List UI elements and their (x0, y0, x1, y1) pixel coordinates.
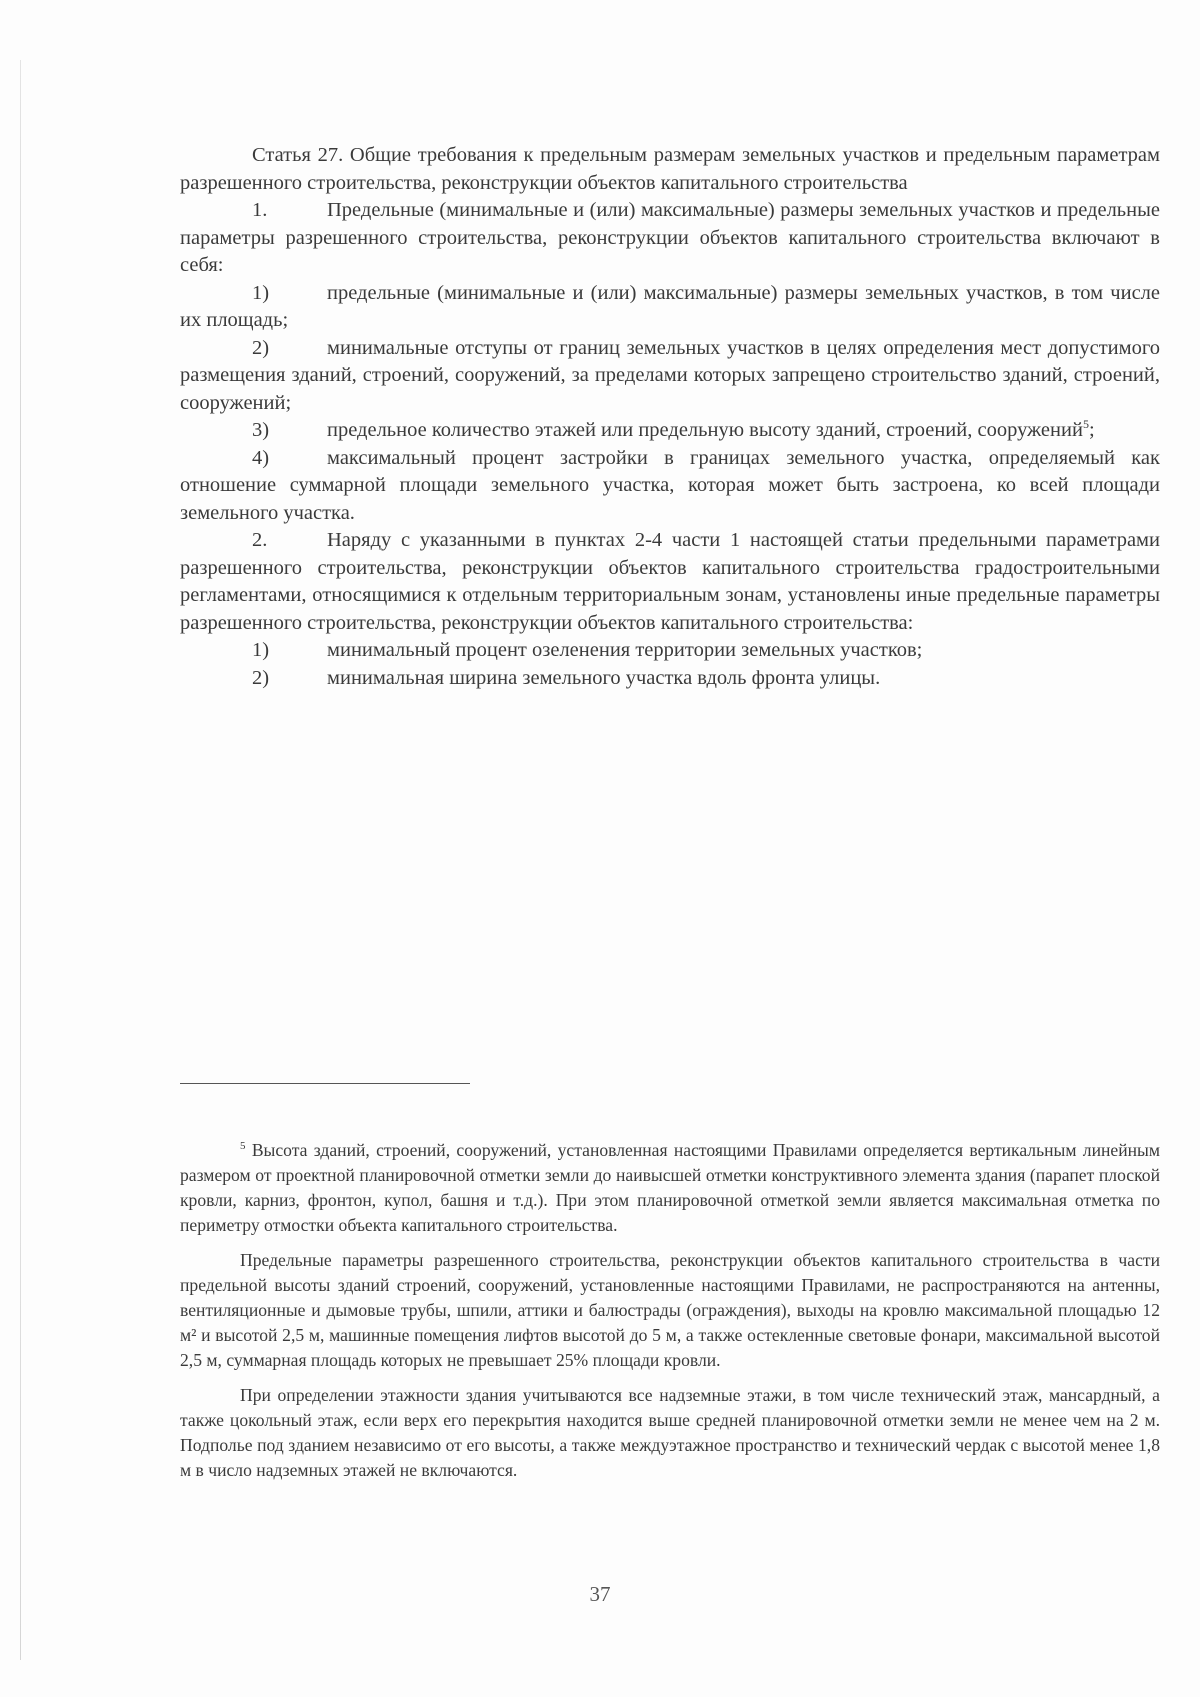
paragraph-text: Наряду с указанными в пунктах 2-4 части 1 настоящей статьи предельными параметрами разрешенного строительства, реконструкции объектов капитального строительства градостроительными регламентами, относящимися к отдельным территориальным зонам, установлены иные предельные параметры разрешенного строительства, реконструкции объектов капитального строительства: (180, 529, 1160, 634)
paragraph-text: предельные (минимальные и (или) максимальные) размеры земельных участков, в том числе их площадь; (180, 281, 1160, 331)
article-heading: Статья 27. Общие требования к предельным размерам земельных участков и предельным параметрам разрешенного строительства, реконструкции объектов капитального строительства (180, 144, 1160, 194)
paragraph-number: 2. (252, 529, 268, 551)
paragraph-item-2-1 (180, 637, 1160, 665)
footnote-continuation-1 (180, 1248, 1160, 1373)
paragraph-text: Предельные (минимальные и (или) максимальные) размеры земельных участков и предельные параметры разрешенного строительства, реконструкции объектов капитального строительства включают в себя: (180, 199, 1160, 276)
paragraph-part-2 (180, 527, 1160, 637)
paragraph-number: 1) (252, 281, 270, 304)
paragraph-number: 2) (252, 666, 270, 689)
paragraph-number: 1) (252, 639, 270, 661)
footnote-5 (180, 1138, 1160, 1238)
paragraph-text-tail: ; (1088, 419, 1095, 441)
paragraph-item-1-2 (180, 335, 1160, 418)
paragraph-item-1-1 (180, 280, 1160, 335)
scan-edge-line (20, 60, 21, 1660)
footnote-text: Высота зданий, строений, сооружений, установленная настоящими Правилами определяется вертикальным линейным размером от проектной планировочной отметки земли до наивысшей отметки конструктивного элемента здания (парапет плоской кровли, карниз, фронтон, купол, башня и т.д.). При этом планировочной отметкой земли является максимальная отметка по периметру отмостки объекта капитального строительства. (180, 1140, 1160, 1235)
paragraph-number: 4) (252, 446, 270, 469)
paragraph-number: 2) (252, 336, 270, 359)
footnote-text: При определении этажности здания учитываются все надземные этажи, в том числе технический этаж, мансардный, а также цокольный этаж, если верх его перекрытия находится выше средней планировочной отметки земли не менее чем на 2 м. Подполье под зданием независимо от его высоты, а также междуэтажное пространство и технический чердак с высотой менее 1,8 м в число надземных этажей не включаются. (180, 1385, 1160, 1480)
footnote-reference[interactable]: 5 (1082, 417, 1089, 432)
page-number: 37 (589, 1582, 611, 1606)
paragraph-text: минимальный процент озеленения территории земельных участков; (327, 639, 923, 661)
paragraph-item-2-2 (180, 665, 1160, 693)
paragraph-number: 3) (252, 419, 270, 441)
footnotes-section (180, 1138, 1160, 1493)
paragraph-text: минимальная ширина земельного участка вдоль фронта улицы. (327, 666, 881, 689)
footnote-text: Предельные параметры разрешенного строительства, реконструкции объектов капитального строительства в части предельной высоты зданий строений, сооружений, установленные настоящими Правилами, не распространяются на антенны, вентиляционные и дымовые трубы, шпили, аттики и балюстрады (ограждения), выходы на кровлю максимальной площадью 12 м² и высотой 2,5 м, машинные помещения лифтов высотой до 5 м, а также остекленные световые фонари, максимальной высотой 2,5 м, суммарная площадь которых не превышает 25% площади кровли. (180, 1250, 1160, 1370)
footnote-marker: 5 (240, 1140, 246, 1153)
paragraph-text: предельное количество этажей или предельную высоту зданий, строений, сооружений (327, 419, 1083, 441)
paragraph-text: минимальные отступы от границ земельных участков в целях определения мест допустимого размещения зданий, строений, сооружений, за пределами которых запрещено строительство зданий, строений, сооружений; (180, 336, 1160, 414)
footnote-separator (180, 1083, 470, 1084)
paragraph-part-1 (180, 197, 1160, 280)
article-body (180, 142, 1160, 692)
footnote-continuation-2 (180, 1383, 1160, 1483)
paragraph-text: максимальный процент застройки в границах земельного участка, определяемый как отношение суммарной площади земельного участка, которая может быть застроена, ко всей площади земельного участка. (180, 446, 1160, 524)
paragraph-item-1-3 (180, 417, 1160, 445)
paragraph-number: 1. (252, 199, 268, 221)
paragraph-item-1-4 (180, 445, 1160, 528)
